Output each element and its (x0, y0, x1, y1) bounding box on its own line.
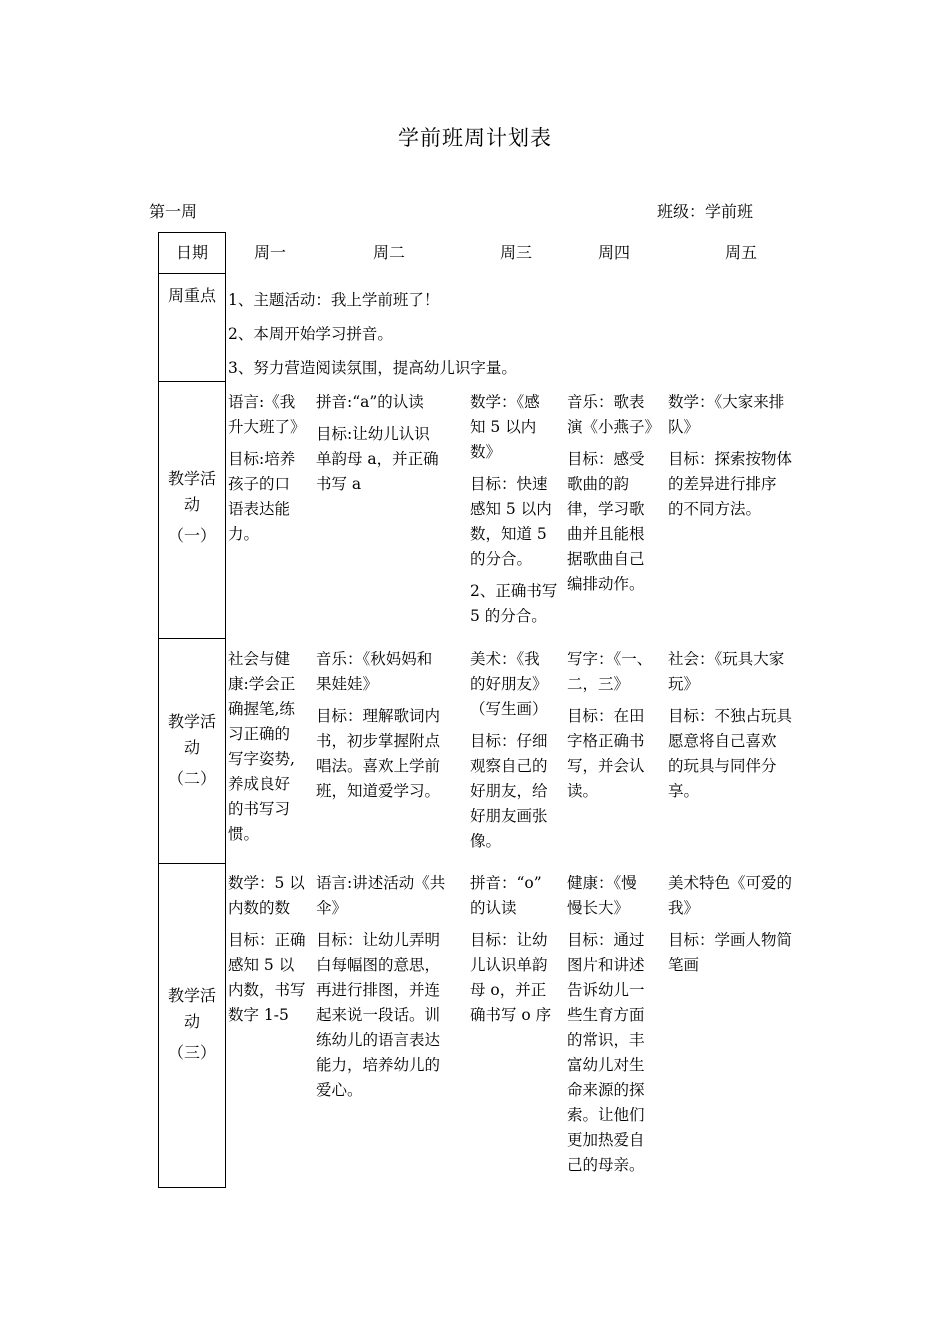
week-label: 第一周 (149, 202, 198, 221)
activity-goal: 目标：正确 感知 5 以 内数，书写 数字 1-5 (228, 931, 306, 1024)
activity-title: 语言:《我 升大班了》 (228, 393, 306, 436)
day-header-tue: 周二 (373, 243, 406, 262)
focus-item: 2、本周开始学习拼音。 (228, 325, 393, 343)
activity-1-mon (228, 390, 320, 554)
activity-title: 语言:讲述活动《共 伞》 (316, 874, 446, 917)
row-divider (159, 381, 225, 382)
activity-3-thu (567, 871, 671, 1185)
focus-content (228, 283, 517, 385)
activity-1-tue (316, 390, 476, 504)
activity-3-wed (470, 871, 570, 1035)
row-divider (159, 273, 225, 274)
activity-title: 美术：《我 的好朋友》 （写生画） (470, 650, 548, 718)
day-header-wed: 周三 (500, 243, 533, 262)
activity-title: 健康：《慢 慢长大》 (567, 874, 637, 917)
activity-goal: 目标：在田 字格正确书 写，并会认 读。 (567, 707, 645, 800)
activity-goal: 目标：不独占玩具 愿意将自己喜欢 的玩具与同伴分 享。 (668, 707, 793, 800)
activity-2-label-line2: 动 (183, 738, 200, 757)
date-header: 日期 (175, 243, 208, 262)
activity-goal: 目标：理解歌词内 书，初步掌握附点 唱法。喜欢上学前 班，知道爱学习。 (316, 707, 441, 800)
activity-goal: 目标：探索按物体 的差异进行排序 的不同方法。 (668, 450, 793, 518)
activity-3-label-line1: 教学活 (167, 986, 216, 1005)
activity-title: 社会与健 康:学会正 确握笔,练 习正确的 写字姿势, 养成良好 的书写习 惯。 (228, 650, 296, 843)
activity-2-label-line3: （二） (167, 769, 216, 788)
activity-title: 音乐：《秋妈妈和 果娃娃》 (316, 650, 433, 693)
activity-goal: 目标:培养 孩子的口 语表达能 力。 (228, 450, 296, 543)
activity-3-label-line2: 动 (183, 1012, 200, 1031)
activity-goal: 目标：快速 感知 5 以内 数，知道 5 的分合。 (470, 475, 552, 568)
row-label-column (158, 232, 226, 1188)
activity-goal: 目标：通过 图片和讲述 告诉幼儿一 些生育方面 的常识，丰 富幼儿对生 命来源的探 索。让他们 更加热爱自 己的母亲。 (567, 931, 645, 1174)
activity-1-label-line3: （一） (167, 526, 216, 545)
activity-1-fri (668, 390, 828, 529)
activity-2-label-line1: 教学活 (167, 712, 216, 731)
activity-title: 数学：5 以 内数的数 (228, 874, 305, 917)
activity-goal: 目标：让幼 儿认识单韵 母 o，并正 确书写 o 序 (470, 931, 552, 1024)
activity-title: 美术特色《可爱的 我》 (668, 874, 793, 917)
class-label: 班级：学前班 (657, 202, 754, 221)
day-header-mon: 周一 (254, 243, 287, 262)
activity-2-wed (470, 647, 570, 861)
focus-item: 3、努力营造阅读氛围，提高幼儿识字量。 (228, 359, 517, 377)
day-header-thu: 周四 (598, 243, 631, 262)
focus-label: 周重点 (167, 286, 216, 305)
activity-3-fri (668, 871, 828, 985)
activity-2-tue (316, 647, 476, 811)
activity-3-mon (228, 871, 320, 1035)
activity-1-thu (567, 390, 671, 604)
activity-3-tue (316, 871, 476, 1110)
activity-title: 写字：《一、 二，三》 (567, 650, 653, 693)
activity-title: 数学：《感 知 5 以内 数》 (470, 393, 540, 461)
activity-goal: 2、正确书写 5 的分合。 (470, 582, 558, 625)
activity-3-label-line3: （三） (167, 1043, 216, 1062)
activity-title: 拼音：“o” 的认读 (470, 874, 542, 917)
row-divider (159, 638, 225, 639)
activity-goal: 目标：仔细 观察自己的 好朋友，给 好朋友画张 像。 (470, 732, 548, 850)
activity-title: 数学：《大家来排 队》 (668, 393, 785, 436)
day-header-fri: 周五 (725, 243, 758, 262)
activity-title: 拼音:“a”的认读 (316, 393, 424, 411)
activity-2-fri (668, 647, 828, 811)
activity-title: 音乐：歌表 演《小燕子》 (567, 393, 661, 436)
activity-goal: 目标：让幼儿弄明 白每幅图的意思， 再进行排图，并连 起来说一段话。训 练幼儿的语言表达 能力，培养幼儿的 爱心。 (316, 931, 441, 1099)
activity-goal: 目标:让幼儿认识 单韵母 a，并正确 书写 a (316, 425, 439, 493)
activity-1-label-line1: 教学活 (167, 469, 216, 488)
activity-1-wed (470, 390, 570, 636)
focus-item: 1、主题活动：我上学前班了！ (228, 291, 440, 309)
activity-2-thu (567, 647, 671, 811)
activity-2-mon (228, 647, 320, 854)
activity-1-label-line2: 动 (183, 495, 200, 514)
activity-goal: 目标：感受 歌曲的韵 律，学习歌 曲并且能根 据歌曲自己 编排动作。 (567, 450, 645, 593)
row-divider (159, 863, 225, 864)
activity-goal: 目标：学画人物简 笔画 (668, 931, 793, 974)
page-title: 学前班周计划表 (398, 126, 552, 150)
activity-title: 社会：《玩具大家 玩》 (668, 650, 785, 693)
